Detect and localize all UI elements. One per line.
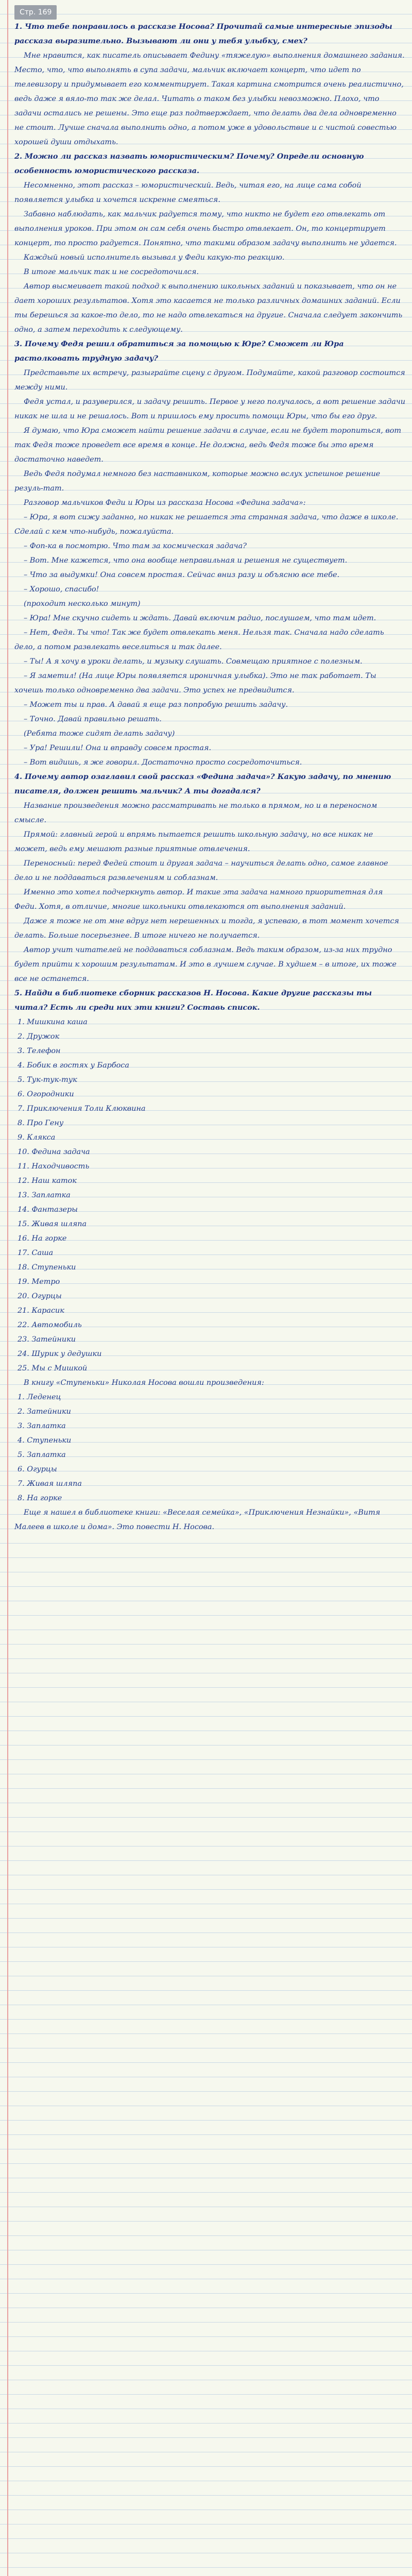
paragraph: Мне нравится, как писатель описывает Федину «тяжелую» выполнения домашнего задания. Место, что, что выполнять в супа задачи, мальчик включает концерт, что идет по телевизору и придумывает его комментирует. Такая картина смотрится очень реалистично, ведь даже я вяло-то так же делал. Читать о таком без улыбки невозможно. Плохо, что задачи остались не решены. Это еще раз подтверждает, что делать два дела одновременно не стоит. Лучше сначала выполнить одно, а потом уже в удовольствие и с чистой совестью хорошей души отдыхать. [14, 52, 405, 146]
dialogue-line: – Я заметил! (На лице Юры появляется ироничная улыбка). Это не так работает. Ты хочешь только одновременно два задачи. Это успех не предвидится. [14, 672, 376, 694]
list-item: 15. Живая шляпа [18, 1220, 87, 1228]
page-number-badge: Стр. 169 [14, 5, 57, 20]
paragraph: Ведь Федя подумал немного без наставником, которые можно вслух успешное решение резуль-тат. [14, 470, 381, 493]
list-item: 5. Заплатка [18, 1451, 66, 1459]
list-item: 18. Ступеньки [18, 1263, 76, 1272]
dialogue-line: – Может ты и прав. А давай я еще раз попробую решить задачу. [24, 701, 288, 709]
margin-line [7, 0, 8, 2576]
dialogue-line: – Фоп-ка в посмотрю. Что там за космическая задача? [24, 542, 247, 550]
paragraph: Несомненно, этот рассказ – юмористический. Ведь, читая его, на лице сама собой появляется улыбка и хочется искренне смеяться. [14, 181, 362, 204]
paragraph: Название произведения можно рассматривать не только в прямом, но и в переносном смысле. [14, 802, 377, 824]
paragraph: Каждый новый исполнитель вызывал у Феди какую-то реакцию. [24, 253, 285, 262]
list-item: 13. Заплатка [18, 1191, 71, 1199]
list-item: 7. Живая шляпа [18, 1480, 82, 1488]
paragraph: Еще я нашел в библиотеке книги: «Веселая семейка», «Приключения Незнайки», «Витя Малеев в школе и дома». Это повести Н. Носова. [14, 1509, 381, 1531]
question-heading: 4. Почему автор озаглавил свой рассказ «Федина задача»? Какую задачу, по мнению писателя, должен решить мальчик? А ты догадался? [14, 772, 391, 795]
list-item: 12. Наш каток [18, 1177, 77, 1185]
list-item: 3. Заплатка [18, 1422, 66, 1430]
list-item: 6. Огурцы [18, 1465, 57, 1473]
question-heading: 1. Что тебе понравилось в рассказе Носова? Прочитай самые интересные эпизоды рассказа выразительно. Вызывают ли они у тебя улыбку, смех? [14, 22, 392, 45]
dialogue-line: – Вот видишь, я же говорил. Достаточно просто сосредоточиться. [24, 758, 302, 767]
list-item: 25. Мы с Мишкой [18, 1364, 88, 1372]
list-item: 17. Саша [18, 1249, 54, 1257]
list-item: 16. На горке [18, 1234, 67, 1243]
paragraph: В итоге мальчик так и не сосредоточился. [24, 268, 199, 276]
question-heading: 2. Можно ли рассказ назвать юмористическим? Почему? Определи основную особенность юмористического рассказа. [14, 152, 364, 175]
paragraph: В книгу «Ступеньки» Николая Носова вошли произведения: [24, 1379, 264, 1387]
dialogue-line: – Юра! Мне скучно сидеть и ждать. Давай включим радио, послушаем, что там идет. [24, 614, 376, 622]
list-item: 4. Бобик в гостях у Барбоса [18, 1061, 129, 1070]
list-item: 21. Карасик [18, 1307, 64, 1315]
paragraph: Прямой: главный герой и впрямь пытается решить школьную задачу, но все никак не может, ведь ему мешают разные приятные отвлечения. [14, 831, 373, 853]
list-item: 8. Про Гену [18, 1119, 64, 1127]
list-item: 20. Огурцы [18, 1292, 62, 1300]
list-item: 8. На горке [18, 1494, 62, 1502]
list-item: 11. Находчивость [18, 1162, 90, 1171]
list-item: 19. Метро [18, 1278, 60, 1286]
list-item: 22. Автомобиль [18, 1321, 82, 1329]
paragraph: Забавно наблюдать, как мальчик радуется тому, что никто не будет его отвлекать от выполнения уроков. При этом он сам себя очень быстро отвлекает. Он, то концертирует концерт, то просто радуется. Понятно, что такими образом задачу выполнить не удается. [14, 210, 397, 247]
page-header [14, 5, 406, 20]
dialogue-line: – Юра, я вот сижу заданно, но никак не решается эта странная задача, что даже в школе. Сделай с кем что-нибудь, пожалуйста. [14, 513, 399, 536]
paragraph: (проходит несколько минут) [24, 600, 141, 608]
content [14, 20, 406, 1534]
list-item: 3. Телефон [18, 1047, 61, 1055]
paragraph: Автор высмеивает такой подход к выполнению школьных заданий и показывает, что он не дает хороших результатов. Хотя это касается не только различных домашних заданий. Если ты берешься за какое-то дело, то не надо отвлекаться на другие. Сначала следует закончить одно, а затем переходить к следующему. [14, 282, 403, 334]
list-item: 10. Федина задача [18, 1148, 90, 1156]
paragraph: Представьте их встречу, разыграйте сцену с другом. Подумайте, какой разговор состоится между ними. [14, 369, 405, 392]
list-item: 2. Затейники [18, 1408, 71, 1416]
list-item: 5. Тук-тук-тук [18, 1076, 77, 1084]
list-item: 14. Фантазеры [18, 1206, 78, 1214]
list-item: 1. Мишкина каша [18, 1018, 88, 1026]
dialogue-line: – Вот. Мне кажется, что она вообще неправильная и решения не существует. [24, 556, 348, 565]
paragraph: Я думаю, что Юра сможет найти решение задачи в случае, если не будет торопиться, вот так Федя тоже проведет все время в конце. Не должна, ведь Федя тоже бы это время достаточно наведет. [14, 427, 402, 464]
list-item: 2. Дружок [18, 1032, 60, 1041]
dialogue-line: – Что за выдумки! Она совсем простая. Сейчас вниз разу и объясню все тебе. [24, 571, 340, 579]
paragraph: Переносный: перед Федей стоит и другая задача – научиться делать одно, самое главное дело и не поддаваться развлечениям и соблазнам. [14, 859, 388, 882]
paragraph: Разговор мальчиков Феди и Юры из рассказа Носова «Федина задача»: [24, 499, 306, 507]
document-page [14, 5, 406, 1534]
dialogue-line: – Нет, Федя. Ты что! Так же будет отвлекать меня. Нельзя так. Сначала надо сделать дело, а потом развлекать веселиться и так далее. [14, 629, 384, 651]
dialogue-line: – Хорошо, спасибо! [24, 585, 99, 594]
list-item: 9. Клякса [18, 1133, 56, 1142]
question-heading: 5. Найди в библиотеке сборник рассказов Н. Носова. Какие другие рассказы ты читал? Есть ли среди них эти книги? Составь список. [14, 989, 372, 1012]
list-item: 24. Шурик у дедушки [18, 1350, 102, 1358]
list-item: 1. Леденец [18, 1393, 61, 1401]
list-item: 7. Приключения Толи Клюквина [18, 1105, 146, 1113]
dialogue-line: – Точно. Давай правильно решать. [24, 715, 162, 723]
question-heading: 3. Почему Федя решил обратиться за помощью к Юре? Сможет ли Юра растолковать трудную задачу? [14, 340, 344, 363]
list-item: 4. Ступеньки [18, 1436, 72, 1445]
paragraph: Именно это хотел подчеркнуть автор. И такие эта задача намного приоритетная для Феди. Хотя, в отличие, многие школьники отвлекаются от выполнения заданий. [14, 888, 383, 911]
dialogue-line: – Ура! Решили! Она и вправду совсем простая. [24, 744, 212, 752]
paragraph: Автор учит читателей не поддаваться соблазнам. Ведь таким образом, из-за них трудно будет прийти к хорошим результатам. И это в лучшем случае. В худшем – в итоге, их тоже все не останется. [14, 946, 397, 983]
dialogue-line: – Ты! А я хочу в уроки делать, и музыку слушать. Совмещаю приятное с полезным. [24, 657, 363, 666]
paragraph: (Ребята тоже сидят делать задачу) [24, 730, 175, 738]
paragraph: Федя устал, и разуверился, и задачу решить. Первое у него получалось, а вот решение задачи никак не шла и не решалось. Вот и пришлось ему просить помощи Юры, что бы его друг. [14, 398, 405, 420]
paragraph: Даже я тоже не от мне вдруг нет нерешенных и тогда, я успеваю, в тот момент хочется делать. Больше посерьезнее. В итоге ничего не получается. [14, 917, 399, 940]
list-item: 6. Огородники [18, 1090, 74, 1098]
list-item: 23. Затейники [18, 1335, 76, 1344]
